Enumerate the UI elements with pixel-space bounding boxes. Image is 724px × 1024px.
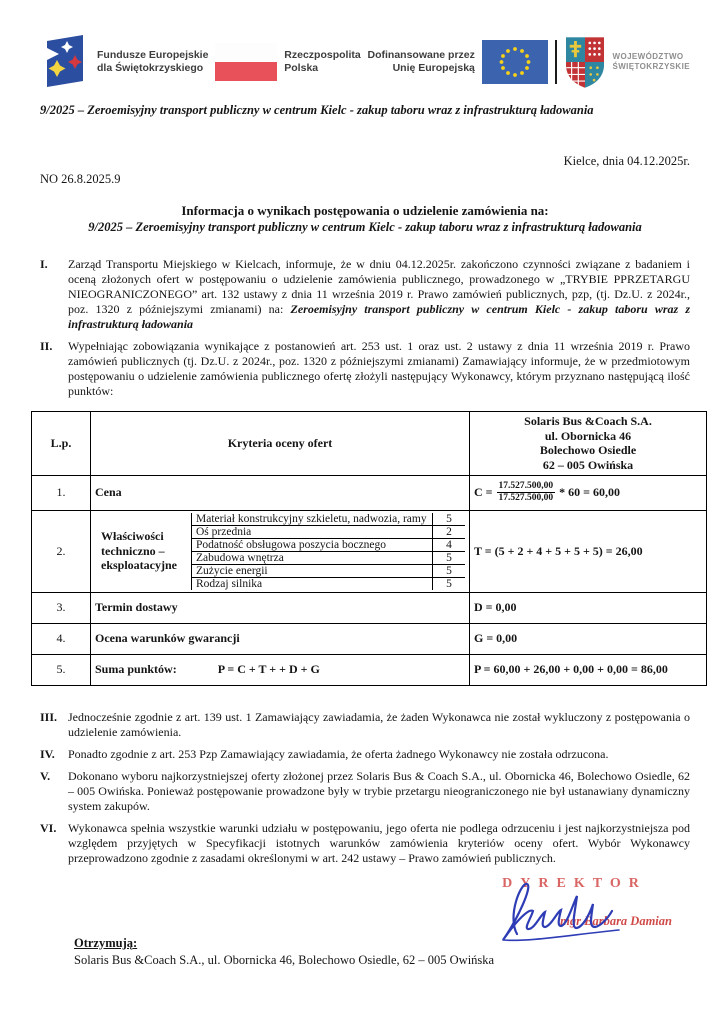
handwritten-signature <box>469 872 679 946</box>
subrow-2-score: 2 <box>432 526 465 538</box>
eu-cofunded-label-line2: Unię Europejską <box>392 62 475 74</box>
subrow-6-score: 5 <box>432 578 465 590</box>
poland-label-line1: Rzeczpospolita <box>284 48 361 61</box>
row3-lp: 3. <box>32 592 91 623</box>
reference-number: NO 26.8.2025.9 <box>40 172 121 186</box>
subrow-2 <box>192 526 465 539</box>
row5-value: P = 60,00 + 26,00 + 0,00 + 0,00 = 86,00 <box>470 654 707 685</box>
poland-flag-icon <box>215 43 277 81</box>
paragraph-5 <box>40 769 690 814</box>
paragraph-4 <box>40 747 690 762</box>
row1-lp: 1. <box>32 475 91 510</box>
row2-criteria-cell <box>91 510 470 592</box>
subrow-5-label: Zużycie energii <box>196 564 268 577</box>
cena-formula <box>474 481 702 504</box>
row5-lp: 5. <box>32 654 91 685</box>
row4-value: G = 0,00 <box>470 623 707 654</box>
header-lp: L.p. <box>32 412 91 476</box>
paragraph-1-body: Zarząd Transportu Miejskiego w Kielcach, informuje, że w dniu 04.12.2025r. zakończono czynności związane z badaniem i oceną złożonych ofert w postępowaniu o udzielenie zamówienia publicznego, prowadzonego w „TRYBIE PPRZETARGU NIEOGRANICZONEGO” art. 132 ustawy z dnia 11 września 2019 r. Prawo zamówień publicznych, pzp, (tj. Dz.U. z 2024r., poz. 1320 z późniejszymi zmianami) na: <box>68 257 690 316</box>
paragraph-2-text: Wypełniając zobowiązania wynikające z postanowień art. 253 ust. 1 oraz ust. 2 ustawy z dnia 11 września 2019 r. Prawo zamówień publicznych (tj. Dz.U. z 2024r., poz. 1320 z późniejszymi zmianami) Zamawiający informuje, że w przedmiotowym postępowaniu o udzielenie zamówienia publicznego ofertę złożyli następujący Wykonawcy, którym przyznano następującą ilość punktów: <box>68 339 690 398</box>
project-title-line: 9/2025 – Zeroemisyjny transport publiczny w centrum Kielc - zakup taboru wraz z infrastrukturą ładowania <box>40 103 594 117</box>
tech-subcriteria-list <box>191 513 465 590</box>
paragraph-6-number: VI. <box>40 820 57 835</box>
row1-value <box>470 475 707 510</box>
paragraph-2-number: II. <box>40 339 53 353</box>
recipient-line: Solaris Bus &Coach S.A., ul. Obornicka 46, Bolechowo Osiedle, 62 – 005 Owińska <box>74 952 495 967</box>
paragraph-4-text: Ponadto zgodnie z art. 253 Pzp Zamawiający zawiadamia, że oferta żadnego Wykonawcy nie została odrzucona. <box>68 746 609 761</box>
subrow-1-label: Materiał konstrukcyjny szkieletu, nadwozia, ramy <box>196 512 427 525</box>
voivodeship-label-line1: WOJEWÓDZTWO <box>612 52 684 61</box>
table-row-suma <box>32 654 707 685</box>
cena-fraction <box>497 481 556 504</box>
funding-logos-bar <box>40 30 690 94</box>
poland-label <box>284 49 360 75</box>
eu-funds-flag-icon <box>40 34 90 90</box>
paragraph-1-text <box>68 257 690 332</box>
logo-divider <box>555 40 557 84</box>
subrow-1 <box>192 513 465 526</box>
bidder-line-1: Solaris Bus &Coach S.A. <box>524 414 652 428</box>
subrow-4-label: Zabudowa wnętrza <box>196 551 284 564</box>
table-row-gwarancja <box>32 623 707 654</box>
bidder-address <box>474 414 702 473</box>
document-title: Informacja o wynikach postępowania o udzielenie zamówienia na: <box>181 203 549 218</box>
suma-formula: P = C + T + + D + G <box>217 662 320 676</box>
cena-fraction-denominator: 17.527.500,00 <box>498 493 554 503</box>
eu-cofunded-label-line1: Dofinansowane przez <box>367 48 475 61</box>
director-stamp-name: mgr Barbara Damian <box>560 913 672 928</box>
suma-label: Suma punktów: <box>95 662 177 676</box>
subrow-3 <box>192 539 465 552</box>
row3-value: D = 0,00 <box>470 592 707 623</box>
cena-formula-suffix: * 60 = 60,00 <box>559 485 620 499</box>
subrow-3-score: 4 <box>432 539 465 551</box>
cena-fraction-numerator: 17.527.500,00 <box>498 481 554 492</box>
bidder-line-3: Bolechowo Osiedle <box>539 443 637 458</box>
paragraph-2 <box>40 339 690 399</box>
director-stamp-title: DYREKTOR <box>502 875 647 891</box>
voivodeship-crest-icon <box>564 35 606 89</box>
eu-funds-label <box>97 49 208 75</box>
voivodeship-label-line2: ŚWIĘTOKRZYSKIE <box>612 62 690 71</box>
eu-funds-label-line2: dla Świętokrzyskiego <box>97 62 204 74</box>
paragraph-1-number: I. <box>40 257 48 271</box>
director-stamp <box>467 876 682 946</box>
row2-lp: 2. <box>32 510 91 592</box>
subrow-2-label: Oś przednia <box>196 525 252 538</box>
place-date: Kielce, dnia 04.12.2025r. <box>563 154 690 168</box>
voivodeship-logo <box>564 35 690 89</box>
poland-logo <box>215 43 360 81</box>
intro-paragraphs <box>40 257 690 399</box>
paragraph-3 <box>40 710 690 740</box>
eu-funds-label-line1: Fundusze Europejskie <box>97 48 209 61</box>
paragraph-5-number: V. <box>40 768 51 783</box>
table-row-cena <box>32 475 707 510</box>
subrow-4-score: 5 <box>432 552 465 564</box>
score-table <box>31 411 707 686</box>
recipients-footer <box>74 936 494 968</box>
recipients-label: Otrzymują: <box>74 935 138 950</box>
subrow-4 <box>192 552 465 565</box>
voivodeship-label <box>613 52 690 72</box>
paragraph-5-text: Dokonano wyboru najkorzystniejszej oferty złożonej przez Solaris Bus & Coach S.A., ul. Obornicka 46, Bolechowo Osiedle, 62 – 005 Owińska. Ponieważ postępowanie prowadzone były w trybie przetargu nieograniczonego nie był ustanawiany dynamiczny system zakupów. <box>68 768 690 813</box>
row2-value: T = (5 + 2 + 4 + 5 + 5 + 5) = 26,00 <box>470 510 707 592</box>
table-row-termin <box>32 592 707 623</box>
subrow-5 <box>192 565 465 578</box>
subrow-5-score: 5 <box>432 565 465 577</box>
bidder-line-2: ul. Obornicka 46 <box>544 428 632 443</box>
eu-funds-logo <box>40 34 208 90</box>
row5-criteria <box>91 654 470 685</box>
signature-and-footer <box>40 876 690 996</box>
paragraph-1-emphasis: Zeroemisyjny transport publiczny w centrum Kielc - zakup taboru wraz z infrastrukturą ładowania <box>68 302 691 331</box>
row1-criteria: Cena <box>91 475 470 510</box>
row4-criteria: Ocena warunków gwarancji <box>91 623 470 654</box>
paragraph-3-number: III. <box>40 709 58 724</box>
paragraph-4-number: IV. <box>40 746 55 761</box>
row2-criteria: Właściwości techniczno – eksploatacyjne <box>101 529 177 573</box>
eu-cofunded-label <box>368 49 475 75</box>
table-header-row <box>32 412 707 476</box>
subrow-6 <box>192 578 465 590</box>
row3-criteria: Termin dostawy <box>91 592 470 623</box>
subrow-3-label: Podatność obsługowa poszycia bocznego <box>196 538 387 551</box>
subrow-6-label: Rodzaj silnika <box>196 577 263 590</box>
header-criteria: Kryteria oceny ofert <box>91 412 470 476</box>
bidder-line-4: 62 – 005 Owińska <box>542 457 634 472</box>
cena-formula-prefix: C = <box>474 485 493 499</box>
document-subtitle: 9/2025 – Zeroemisyjny transport publiczny w centrum Kielc - zakup taboru wraz z infrastrukturą ładowania <box>88 220 642 234</box>
eu-cofunded-logo <box>368 40 548 84</box>
paragraph-6-text: Wykonawca spełnia wszystkie warunki udziału w postępowaniu, jego oferta nie podlega odrzuceniu i jest najkorzystniejsza pod względem przyjętych w Specyfikacji istotnych warunków zamówienia kryteriów oceny ofert. Wybór Wykonawcy przeprowadzono zgodnie z zasadami określonymi w art. 242 ustawy – Prawo zamówień publicznych. <box>68 820 690 865</box>
paragraph-1 <box>40 257 690 332</box>
row4-lp: 4. <box>32 623 91 654</box>
poland-label-line2: Polska <box>284 62 319 74</box>
closing-paragraphs <box>40 710 690 866</box>
subrow-1-score: 5 <box>432 513 465 525</box>
table-row-tech <box>32 510 707 592</box>
eu-flag-icon <box>482 40 548 84</box>
paragraph-6 <box>40 821 690 866</box>
paragraph-3-text: Jednocześnie zgodnie z art. 139 ust. 1 Zamawiający zawiadamia, że żaden Wykonawca nie został wykluczony z postępowania o udzielenie zamówienia. <box>68 709 690 739</box>
